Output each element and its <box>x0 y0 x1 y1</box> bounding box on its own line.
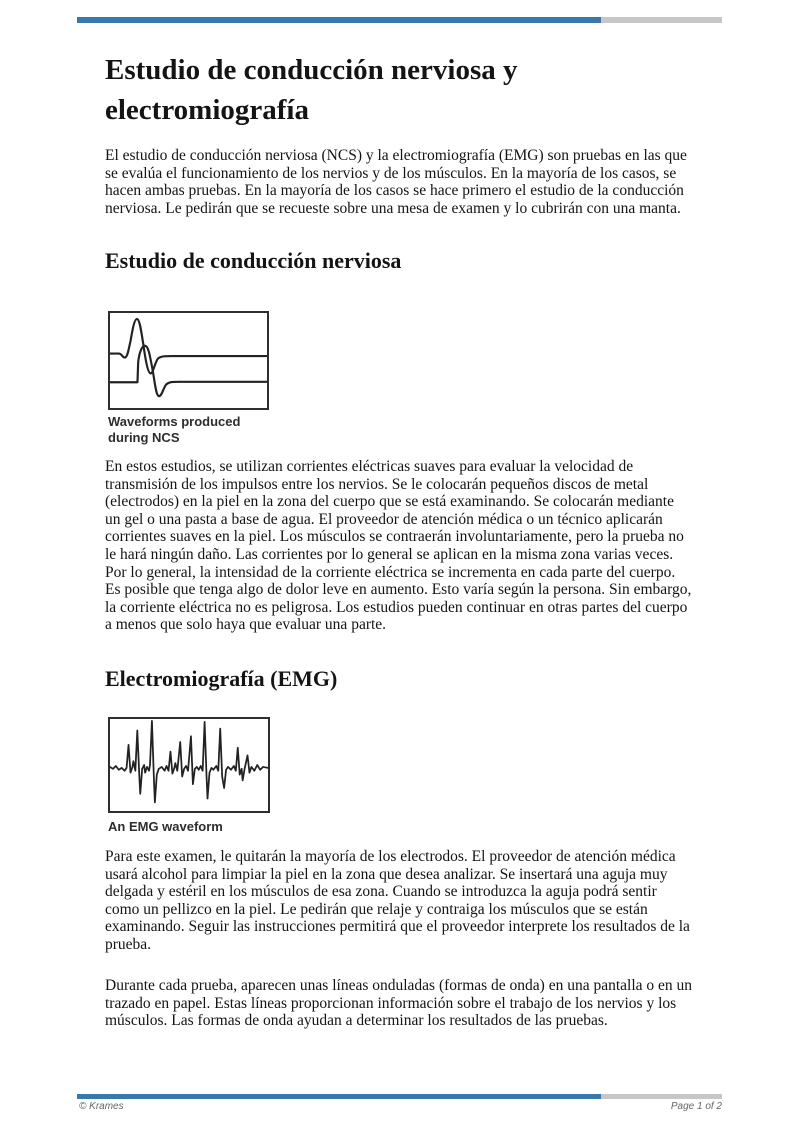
header-rule-blue-segment <box>77 17 601 23</box>
emg-waveform-figure <box>108 717 270 813</box>
footer-accent-rule <box>77 1094 722 1099</box>
header-accent-rule <box>77 17 722 23</box>
footer-page-number: Page 1 of 2 <box>670 1101 722 1112</box>
section-heading-ncs: Estudio de conducción nerviosa <box>105 248 402 273</box>
ncs-waveform-image <box>110 313 267 408</box>
ncs-figure-caption: Waveforms produced during NCS <box>108 414 241 445</box>
intro-paragraph: El estudio de conducción nerviosa (NCS) y la electromiografía (EMG) son pruebas en las que se evalúa el funcionamiento de los nervios y de los músculos. En la mayoría de los casos, se hacen ambas pruebas. En la mayoría de los casos se hace primero el estudio de la conducción nerviosa. Le pedirán que se recueste sobre una mesa de examen y lo cubrirán con una manta. <box>105 147 687 217</box>
ncs-paragraph: En estos estudios, se utilizan corrientes eléctricas suaves para evaluar la velocidad de transmisión de los impulsos entre los nervios. Se le colocarán pequeños discos de metal (electrodos) en la piel en la zona del cuerpo que se está examinando. Se colocarán mediante un gel o una pasta a base de agua. El proveedor de atención médica o un técnico aplicarán corrientes suaves en la piel. Los músculos se contraerán involuntariamente, pero la prueba no le hará ningún daño. Las corrientes por lo general se aplican en la misma zona varias veces. Por lo general, la intensidad de la corriente eléctrica se incrementa en cada parte del cuerpo. Es posible que tenga algo de dolor leve en aumento. Esto varía según la persona. Sin embargo, la corriente eléctrica no es peligrosa. Los estudios pueden continuar en otras partes del cuerpo a menos que solo haya que evaluar una parte. <box>105 458 692 634</box>
section-heading-emg: Electromiografía (EMG) <box>105 666 338 691</box>
footer-rule-gray-segment <box>601 1094 722 1099</box>
page-title: Estudio de conducción nerviosa y electromiografía <box>105 54 518 126</box>
emg-waveform-image <box>110 719 268 811</box>
footer-rule-blue-segment <box>77 1094 601 1099</box>
emg-paragraph-2: Durante cada prueba, aparecen unas líneas onduladas (formas de onda) en una pantalla o en un trazado en papel. Estas líneas proporcionan información sobre el trabajo de los nervios y los músculos. Las formas de onda ayudan a determinar los resultados de las pruebas. <box>105 977 693 1030</box>
emg-figure-caption: An EMG waveform <box>108 819 223 834</box>
emg-paragraph-1: Para este examen, le quitarán la mayoría de los electrodos. El proveedor de atención médica usará alcohol para limpiar la piel en la zona que desea analizar. Se insertará una aguja muy delgada y estéril en los músculos de esa zona. Cuando se introduzca la aguja podrá sentir como un pellizco en la piel. Le pedirán que relaje y contraiga los músculos que se están examinando. Seguir las instrucciones permitirá que el proveedor interprete los resultados de la prueba. <box>105 848 690 953</box>
footer-copyright: © Krames <box>79 1101 124 1112</box>
header-rule-gray-segment <box>601 17 722 23</box>
ncs-waveform-figure <box>108 311 269 410</box>
